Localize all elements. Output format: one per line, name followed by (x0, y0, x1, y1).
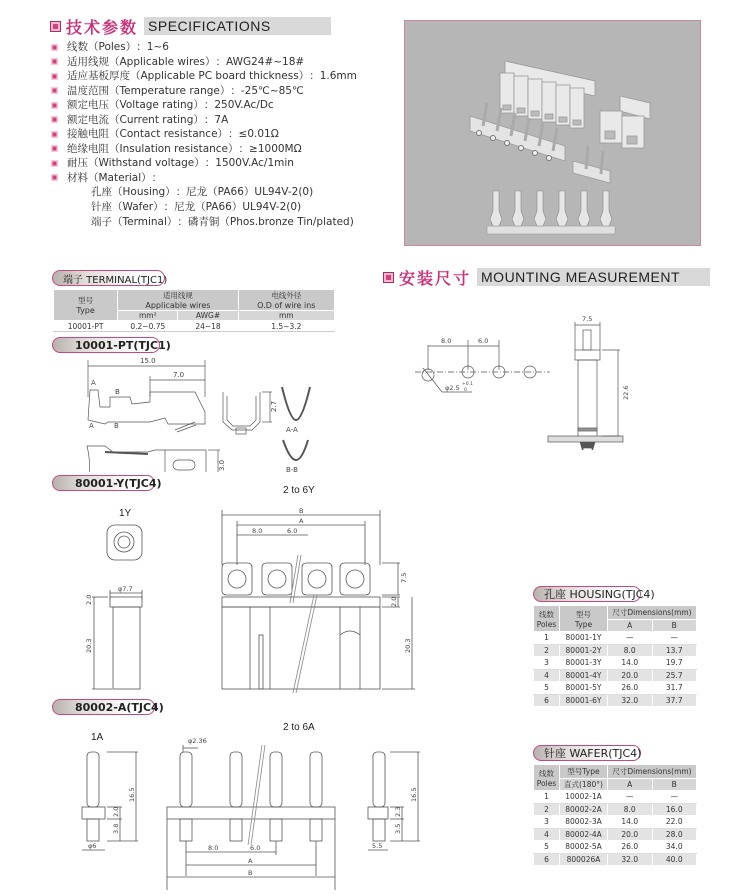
terminal-drawing (40, 352, 340, 472)
cell-type: 80002-5A (560, 841, 608, 854)
cell-a: 32.0 (608, 694, 653, 707)
spec-value: ：1~6 (136, 41, 169, 53)
svg-text:φ7.7: φ7.7 (118, 585, 133, 593)
housing-drawing (40, 495, 440, 725)
bullet-icon (51, 145, 58, 152)
cell-a: 26.0 (608, 841, 653, 854)
mounting-drawing (380, 290, 700, 450)
cell-poles: 5 (534, 682, 560, 695)
cell-type: 80002-4A (560, 828, 608, 841)
svg-text:16.5: 16.5 (410, 787, 418, 802)
spec-label: 额定电压（Voltage rating） (67, 99, 204, 111)
cell-type: 80001-2Y (560, 644, 608, 657)
bullet-icon (51, 87, 58, 94)
dim-crimp: 7.0 (173, 371, 185, 379)
cell-a: 8.0 (608, 803, 653, 816)
specifications-title-cn: 技术参数 (66, 17, 139, 37)
table-row (534, 644, 697, 657)
cell-a: 14.0 (608, 816, 653, 829)
spec-item (51, 127, 357, 142)
svg-text:A-A: A-A (286, 426, 298, 434)
svg-text:7.5: 7.5 (400, 572, 408, 583)
svg-text:2.3: 2.3 (394, 806, 402, 817)
th-type: 型号 Type (54, 290, 118, 321)
material-label: 孔座（Housing） (91, 186, 176, 199)
dim-pitch-8: 8.0 (441, 337, 452, 345)
spec-label: 材料（Material） (67, 171, 152, 184)
table-row (534, 682, 697, 695)
cell-poles: 6 (534, 853, 560, 866)
svg-text:φ2.36: φ2.36 (188, 737, 207, 745)
material-item (51, 215, 357, 230)
dim-width: 7.5 (582, 315, 593, 323)
spec-value: ：1500V.Ac/1min (204, 157, 294, 169)
spec-item (51, 113, 357, 128)
spec-label: 适用线规（Applicable wires） (67, 55, 216, 68)
svg-text:B: B (115, 388, 120, 396)
svg-text:φ6: φ6 (88, 842, 97, 850)
table-row (534, 694, 697, 707)
housing-drawing-pill: 80001-Y(TJC4) (52, 475, 155, 491)
cell-b: 34.0 (652, 841, 697, 854)
mounting-title-cn: 安装尺寸 (399, 268, 472, 288)
spec-value: ：-25℃~85℃ (230, 84, 304, 97)
svg-text:6.0: 6.0 (287, 527, 298, 535)
table-row (534, 657, 697, 670)
spec-item (51, 40, 357, 55)
cell-poles: 4 (534, 828, 560, 841)
cell-b: 19.7 (652, 657, 697, 670)
cell-type: 80001-6Y (560, 694, 608, 707)
table-row (534, 853, 697, 866)
dim-height: 2.7 (270, 400, 278, 412)
cell-poles: 1 (534, 791, 560, 804)
spec-item (51, 84, 357, 99)
svg-text:5.5: 5.5 (372, 842, 383, 850)
cell-a: 26.0 (608, 682, 653, 695)
svg-text:8.0: 8.0 (252, 527, 263, 535)
cell-type: 800026A (560, 853, 608, 866)
terminal-drawing-pill: 10001-PT(TJC1) (52, 337, 160, 353)
svg-text:B: B (299, 507, 304, 515)
spec-item (51, 142, 357, 157)
dim-length: 15.0 (140, 357, 156, 365)
bullet-icon (51, 116, 58, 123)
spec-list (51, 40, 357, 230)
bullet-icon (51, 102, 58, 109)
material-label: 针座（Wafer） (91, 201, 164, 214)
cell-a: — (608, 791, 653, 804)
cell-type: 80002-2A (560, 803, 608, 816)
cell-poles: 3 (534, 657, 560, 670)
label-2to6y: 2 to 6Y (283, 485, 315, 496)
spec-value: ：≤0.01Ω (228, 128, 279, 140)
wafer-table: 线数 Poles 型号Type 尺寸Dimensions(mm) 直式(180°) A B 1 10002-1A — — 2 80002-2A 8.0 16.0 3 80002-3A 14.0 22.0 4 80002-4A 20.0 28.0 5 80002-5A 26.0 34.0 6 800026A 32.0 40.0 (533, 764, 697, 866)
material-value: ：磷青铜（Phos.bronze Tin/plated) (177, 216, 354, 229)
cell-a: 14.0 (608, 657, 653, 670)
cell-poles: 1 (534, 632, 560, 645)
svg-text:2.0: 2.0 (112, 806, 120, 817)
cell-poles: 4 (534, 669, 560, 682)
svg-text:A: A (89, 422, 94, 430)
svg-text:8.0: 8.0 (208, 844, 219, 852)
spec-label: 适应基板厚度（Applicable PC board thickness） (67, 70, 310, 82)
terminal-pill-text: 端子 TERMINAL(TJC1) (63, 274, 168, 286)
terminal-table (53, 289, 335, 332)
spec-label: 接触电阻（Contact resistance） (67, 128, 229, 140)
dim-width: 3.0 (218, 459, 226, 471)
svg-text:6.0: 6.0 (250, 844, 261, 852)
svg-text:3.5: 3.5 (394, 823, 402, 834)
svg-text:2.0: 2.0 (85, 594, 93, 605)
bullet-icon (51, 44, 58, 51)
dim-pitch-6: 6.0 (478, 337, 489, 345)
svg-text:B-B: B-B (286, 466, 298, 472)
th-mm2: mm² (118, 311, 178, 321)
material-value: ：尼龙（PA66）UL94V-2(0) (163, 201, 302, 214)
spec-item (51, 98, 357, 113)
cell-type: 80001-3Y (560, 657, 608, 670)
spec-label: 温度范围（Temperature range） (67, 84, 231, 97)
th-wires: 适用线规 Applicable wires (118, 290, 238, 311)
spec-label: 额定电流（Current rating） (67, 113, 204, 126)
cell-b: — (652, 632, 697, 645)
spec-label: 绝缘电阻（Insulation resistance） (67, 142, 239, 155)
table-row (534, 791, 697, 804)
cell-b: 31.7 (652, 682, 697, 695)
material-item (51, 185, 357, 200)
mounting-title-en: MOUNTING MEASUREMENT (477, 268, 710, 286)
bullet-icon (51, 58, 58, 65)
housing-table: 线数 Poles 型号 Type 尺寸Dimensions(mm) A B 1 80001-1Y — — 2 80001-2Y 8.0 13.7 3 80001-3Y 14.0 19.7 4 80001-4Y 20.0 25.7 5 80001-5Y 26.0 31.7 6 80001-6Y 32.0 37.7 (533, 605, 697, 707)
cell-b: 13.7 (652, 644, 697, 657)
cell-a: — (608, 632, 653, 645)
table-row (534, 828, 697, 841)
bullet-icon (51, 174, 58, 181)
cell-type: 10002-1A (560, 791, 608, 804)
th-awg: AWG# (178, 311, 238, 321)
table-row: 10001-PT 0.2~0.75 24~18 1.5~3.2 (54, 321, 335, 332)
wafer-drawing (40, 730, 440, 890)
cell-poles: 5 (534, 841, 560, 854)
cell-type: 80001-4Y (560, 669, 608, 682)
material-value: ：尼龙（PA66）UL94V-2(0) (175, 186, 314, 199)
svg-text:A: A (248, 857, 253, 865)
svg-text:20.3: 20.3 (404, 638, 412, 653)
svg-text:+0.1: +0.1 (462, 382, 473, 387)
svg-text:20.3: 20.3 (85, 638, 93, 653)
specifications-header (50, 16, 331, 36)
spec-value: ：1.6mm (309, 70, 357, 82)
cell-b: 28.0 (652, 828, 697, 841)
spec-value: ：250V.Ac/Dc (203, 99, 274, 111)
cell-type: 80001-5Y (560, 682, 608, 695)
cell-poles: 3 (534, 816, 560, 829)
cell-b: — (652, 791, 697, 804)
bullet-icon (51, 160, 58, 167)
section-marker-icon (50, 21, 61, 32)
cell-a: 20.0 (608, 669, 653, 682)
spec-value: ：≥1000MΩ (238, 142, 302, 155)
cell-b: 37.7 (652, 694, 697, 707)
cell-poles: 2 (534, 644, 560, 657)
spec-label: 耐压（Withstand voltage） (67, 157, 205, 169)
material-label: 端子（Terminal） (91, 216, 178, 229)
wafer-2pole-image (573, 146, 610, 183)
table-row (534, 803, 697, 816)
cell-b: 25.7 (652, 669, 697, 682)
spec-item (51, 55, 357, 70)
mounting-header (383, 267, 710, 287)
table-row (534, 816, 697, 829)
cell-a: 20.0 (608, 828, 653, 841)
table-row (534, 669, 697, 682)
spec-label: 线数（Poles） (67, 41, 137, 53)
terminal-pill-label (52, 270, 168, 286)
cell-poles: 6 (534, 694, 560, 707)
product-photo (404, 20, 701, 246)
table-row (534, 841, 697, 854)
terminals-image (487, 191, 615, 234)
svg-text:3.8: 3.8 (112, 823, 120, 834)
svg-text:B: B (248, 869, 253, 877)
svg-text:B: B (114, 422, 119, 430)
dim-hole: φ2.5 (445, 384, 460, 392)
cell-a: 32.0 (608, 853, 653, 866)
cell-type: 80002-3A (560, 816, 608, 829)
bullet-icon (51, 131, 58, 138)
th-mm: mm (238, 311, 334, 321)
table-row (534, 632, 697, 645)
cell-b: 16.0 (652, 803, 697, 816)
svg-text:2.0: 2.0 (390, 596, 398, 607)
section-marker-icon (383, 272, 394, 283)
housing-table-pill: 孔座 HOUSING(TJC4) (533, 586, 641, 602)
svg-text:0: 0 (464, 388, 467, 393)
dim-height: 22.6 (622, 385, 630, 400)
wafer-drawing-pill: 80002-A(TJC4) (52, 699, 155, 715)
spec-value: ： (151, 171, 163, 184)
spec-item (51, 69, 357, 84)
svg-text:A: A (299, 517, 304, 525)
label-1y: 1Y (119, 508, 132, 519)
label-2to6a: 2 to 6A (283, 722, 315, 733)
specifications-title-en: SPECIFICATIONS (144, 17, 331, 35)
svg-text:A: A (91, 379, 96, 387)
spec-value: ：AWG24#~18# (215, 55, 305, 68)
housing-2pole-image (600, 96, 650, 148)
material-item (51, 200, 357, 215)
bullet-icon (51, 73, 58, 80)
cell-type: 80001-1Y (560, 632, 608, 645)
label-1a: 1A (91, 732, 104, 743)
spec-item (51, 156, 357, 171)
cell-a: 8.0 (608, 644, 653, 657)
spec-item (51, 171, 357, 186)
th-od: 电线外径 O.D of wire ins (238, 290, 334, 311)
spec-value: ：7A (203, 113, 229, 126)
cell-b: 40.0 (652, 853, 697, 866)
cell-b: 22.0 (652, 816, 697, 829)
cell-poles: 2 (534, 803, 560, 816)
svg-text:16.5: 16.5 (128, 787, 136, 802)
wafer-table-pill: 针座 WAFER(TJC4) (533, 745, 641, 761)
